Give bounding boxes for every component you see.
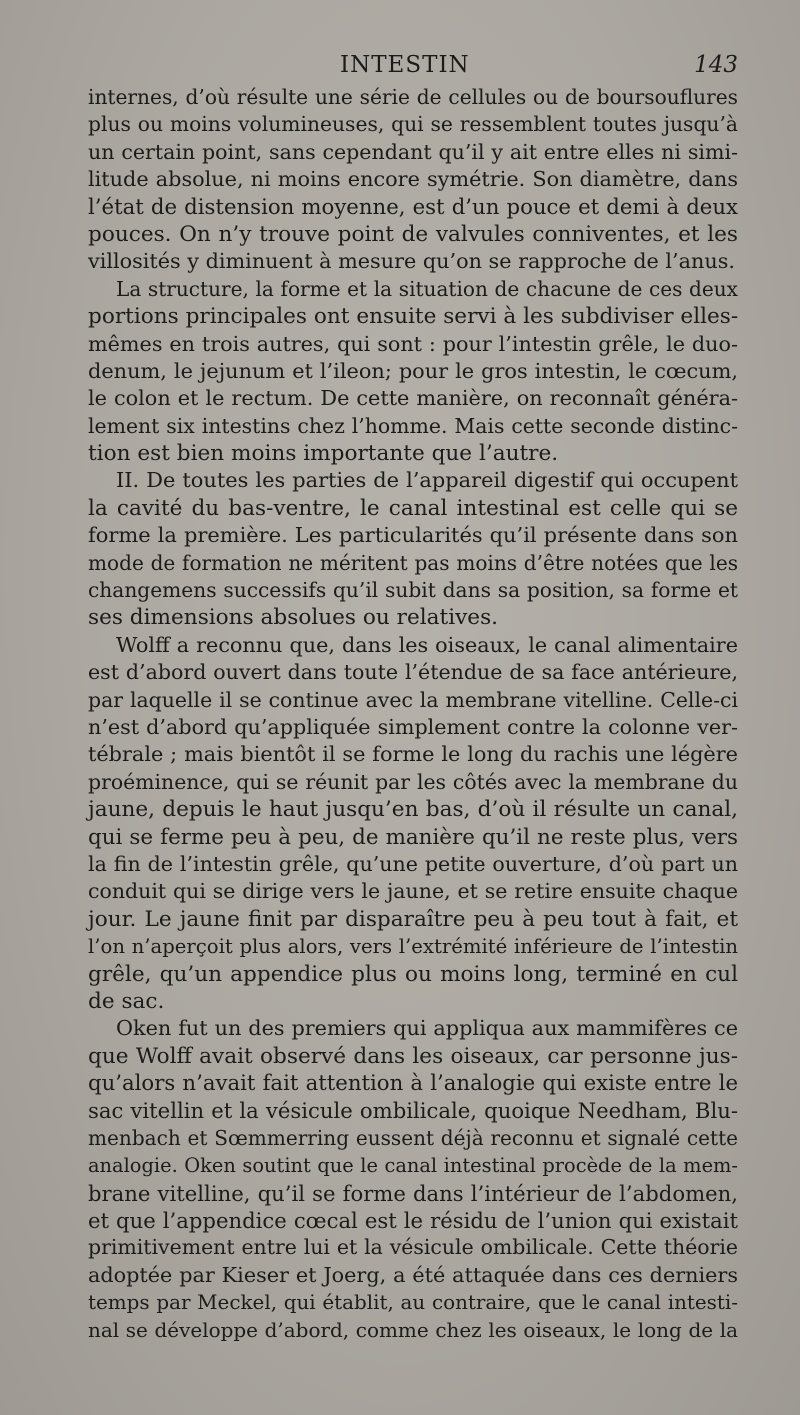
text-line: forme la première. Les particularités qu’il présente dans son	[88, 523, 738, 548]
text-line: internes, d’où résulte une série de cellules ou de boursouflures	[88, 85, 738, 109]
text-line: adoptée par Kieser et Joerg, a été attaquée dans ces derniers	[88, 1262, 738, 1287]
text-line: l’on n’aperçoit plus alors, vers l’extrémité inférieure de l’intestin	[88, 935, 738, 959]
text-line: n’est d’abord qu’appliquée simplement contre la colonne ver-	[88, 714, 738, 739]
text-line: est d’abord ouvert dans toute l’étendue de sa face antérieure,	[88, 660, 738, 685]
text-line: qu’alors n’avait fait attention à l’analogie qui existe entre le	[88, 1071, 738, 1097]
text-line: villosités y diminuent à mesure qu’on se rapproche de l’anus.	[88, 249, 735, 274]
text-line: brane vitelline, qu’il se forme dans l’intérieur de l’abdomen,	[88, 1180, 738, 1206]
page-number: 143	[694, 52, 738, 78]
text-line: mode de formation ne méritent pas moins d’être notées que les	[88, 550, 738, 575]
text-line: la fin de l’intestin grêle, qu’une petite ouverture, d’où part un	[88, 851, 738, 876]
text-line: la cavité du bas-ventre, le canal intestinal est celle qui se	[88, 495, 738, 521]
text-line: proéminence, qui se réunit par les côtés avec la membrane du	[88, 769, 738, 794]
running-title: INTESTIN	[340, 52, 470, 78]
text-line: grêle, qu’un appendice plus ou moins long, terminé en cul	[88, 961, 738, 987]
text-line: et que l’appendice cœcal est le résidu de l’union qui existait	[88, 1208, 738, 1234]
page-header	[88, 52, 738, 86]
text-line: denum, le jejunum et l’ileon; pour le gros intestin, le cœcum,	[88, 358, 738, 383]
text-line: le colon et le rectum. De cette manière, on reconnaît généra-	[88, 386, 738, 411]
text-line: changemens successifs qu’il subit dans sa position, sa forme et	[88, 578, 738, 603]
text-line: analogie. Oken soutint que le canal intestinal procède de la mem-	[88, 1154, 738, 1178]
text-line: jaune, depuis le haut jusqu’en bas, d’où il résulte un canal,	[88, 797, 738, 823]
text-line: La structure, la forme et la situation de chacune de ces deux	[116, 276, 738, 301]
text-line: tébrale ; mais bientôt il se forme le long du rachis une légère	[88, 742, 738, 767]
body-text	[88, 84, 738, 1344]
text-line: tion est bien moins importante que l’autre.	[88, 441, 559, 467]
text-line: pouces. On n’y trouve point de valvules conniventes, et les	[88, 221, 738, 247]
text-line: nal se développe d’abord, comme chez les oiseaux, le long de la	[88, 1317, 738, 1342]
text-line: sac vitellin et la vésicule ombilicale, quoique Needham, Blu-	[88, 1098, 738, 1124]
text-line: un certain point, sans cependant qu’il y ait entre elles ni simi-	[88, 139, 738, 164]
text-line: mêmes en trois autres, qui sont : pour l’intestin grêle, le duo-	[88, 331, 738, 356]
text-line: l’état de distension moyenne, est d’un pouce et demi à deux	[88, 194, 738, 220]
text-line: litude absolue, ni moins encore symétrie. Son diamètre, dans	[88, 167, 738, 192]
text-line: Wolff a reconnu que, dans les oiseaux, le canal alimentaire	[116, 632, 738, 657]
text-line: Oken fut un des premiers qui appliqua aux mammifères ce	[116, 1016, 738, 1041]
text-line: lement six intestins chez l’homme. Mais cette seconde distinc-	[88, 413, 738, 438]
text-line: II. De toutes les parties de l’appareil digestif qui occupent	[116, 468, 738, 493]
text-line: primitivement entre lui et la vésicule ombilicale. Cette théorie	[88, 1235, 738, 1260]
text-line: jour. Le jaune finit par disparaître peu à peu tout à fait, et	[88, 906, 738, 932]
text-line: portions principales ont ensuite servi à les subdiviser elles-	[88, 304, 739, 330]
text-line: ses dimensions absolues ou relatives.	[88, 605, 499, 631]
text-line: menbach et Sœmmerring eussent déjà reconnu et signalé cette	[88, 1125, 738, 1150]
text-line: de sac.	[88, 988, 165, 1014]
text-line: conduit qui se dirige vers le jaune, et se retire ensuite chaque	[88, 879, 738, 904]
text-line: qui se ferme peu à peu, de manière qu’il ne reste plus, vers	[88, 824, 738, 850]
text-line: temps par Meckel, qui établit, au contraire, que le canal intesti-	[88, 1291, 738, 1315]
text-line: plus ou moins volumineuses, qui se ressemblent toutes jusqu’à	[88, 112, 738, 137]
text-line: que Wolff avait observé dans les oiseaux, car personne jus-	[88, 1043, 738, 1069]
text-line: par laquelle il se continue avec la membrane vitelline. Celle-ci	[88, 687, 738, 712]
